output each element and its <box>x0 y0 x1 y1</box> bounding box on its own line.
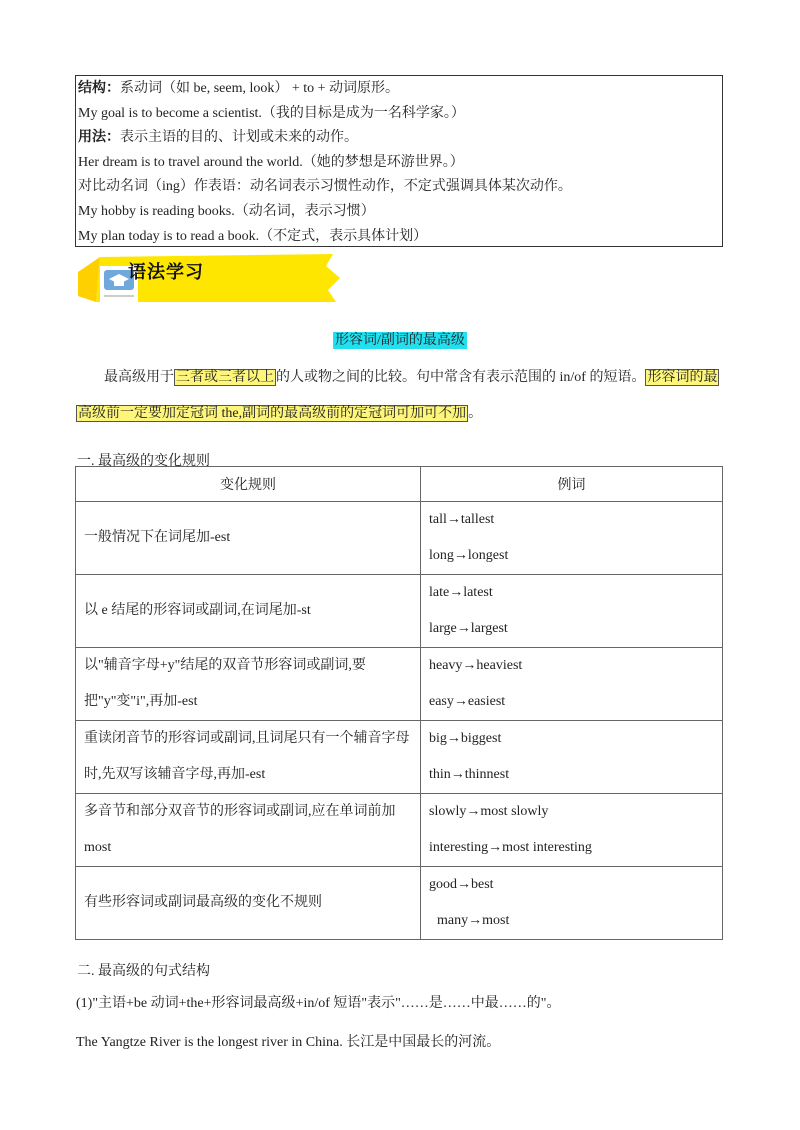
heading-structure: 二. 最高级的句式结构 <box>77 964 210 979</box>
rule-cell: 以 e 结尾的形容词或副词,在词尾加-st <box>76 575 421 648</box>
example-word: interesting→most interesting <box>429 840 592 855</box>
example-word: tall→tallest <box>429 512 495 527</box>
example-cell <box>421 575 723 648</box>
highlight-text: 高级前一定要加定冠词 the,副词的最高级前的定冠词可加可不加 <box>78 406 467 421</box>
table-row <box>76 575 723 648</box>
rules-table <box>75 466 723 940</box>
rule-cell: 有些形容词或副词最高级的变化不规则 <box>76 867 421 940</box>
example-word: slowly→most slowly <box>429 804 549 819</box>
example-word: heavy→heaviest <box>429 658 523 673</box>
rule-cell: 多音节和部分双音节的形容词或副词,应在单词前加most <box>76 794 421 867</box>
table-row <box>76 502 723 575</box>
rule-cell: 一般情况下在词尾加-est <box>76 502 421 575</box>
usage-text: 表示主语的目的、计划或未来的动作。 <box>120 130 358 146</box>
table-row <box>76 867 723 940</box>
example-cell <box>421 648 723 721</box>
example-word: big→biggest <box>429 731 502 746</box>
intro-text: 。 <box>468 406 483 421</box>
section-title-text: 形容词/副词的最高级 <box>335 333 465 348</box>
structure-text: 系动词（如 be, seem, look） + to + 动词原形。 <box>120 81 400 96</box>
example-cell <box>421 721 723 794</box>
table-header-row <box>76 467 723 502</box>
intro-text: 的人或物之间的比较。句中常含有表示范围的 in/of 的短语。 <box>276 370 646 385</box>
example-word: thin→thinnest <box>429 767 510 782</box>
example-line: Her dream is to travel around the world.（她的梦想是环游世界。） <box>78 154 464 170</box>
usage-label: 用法： <box>78 130 120 146</box>
example-sentence: The Yangtze River is the longest river in China. 长江是中国最长的河流。 <box>76 1035 501 1050</box>
intro-text: 最高级用于 <box>104 370 174 385</box>
comparison-line: 对比动名词（ing）作表语：动名词表示习惯性动作，不定式强调具体某次动作。 <box>78 179 572 195</box>
example-line: My hobby is reading books.（动名词，表示习惯） <box>78 203 375 219</box>
banner-title: 语法学习 <box>128 262 204 283</box>
definition-box <box>75 75 723 247</box>
section-title <box>0 329 800 349</box>
example-cell <box>421 502 723 575</box>
highlight-text: 三者或三者以上 <box>176 370 274 385</box>
table-row <box>76 648 723 721</box>
table-row <box>76 794 723 867</box>
rule-cell: 以"辅音字母+y"结尾的双音节形容词或副词,要把"y"变"i",再加-est <box>76 648 421 721</box>
example-line: My goal is to become a scientist.（我的目标是成为一名科学家。） <box>78 105 465 121</box>
usage-line <box>78 126 722 151</box>
example-word: late→latest <box>429 585 493 600</box>
column-header: 变化规则 <box>76 467 421 502</box>
column-header: 例词 <box>421 467 723 502</box>
structure-label: 结构： <box>78 81 120 96</box>
example-word: many→most <box>437 913 510 928</box>
table-row <box>76 721 723 794</box>
rule-cell: 重读闭音节的形容词或副词,且词尾只有一个辅音字母时,先双写该辅音字母,再加-est <box>76 721 421 794</box>
structure-line <box>78 77 722 102</box>
example-cell <box>421 867 723 940</box>
intro-line-2 <box>76 404 726 424</box>
example-cell <box>421 794 723 867</box>
intro-line-1 <box>76 368 726 388</box>
example-word: long→longest <box>429 548 509 563</box>
example-line: My plan today is to read a book.（不定式，表示具体计划） <box>78 228 428 244</box>
example-word: good→best <box>429 877 494 892</box>
structure-rule: (1)"主语+be 动词+the+形容词最高级+in/of 短语"表示"……是……中最……的"。 <box>76 996 561 1011</box>
example-word: large→largest <box>429 621 508 636</box>
highlight-text: 形容词的最 <box>647 370 718 385</box>
section-banner <box>78 252 340 304</box>
example-word: easy→easiest <box>429 694 506 709</box>
heading-rules: 一. 最高级的变化规则 <box>77 454 210 469</box>
